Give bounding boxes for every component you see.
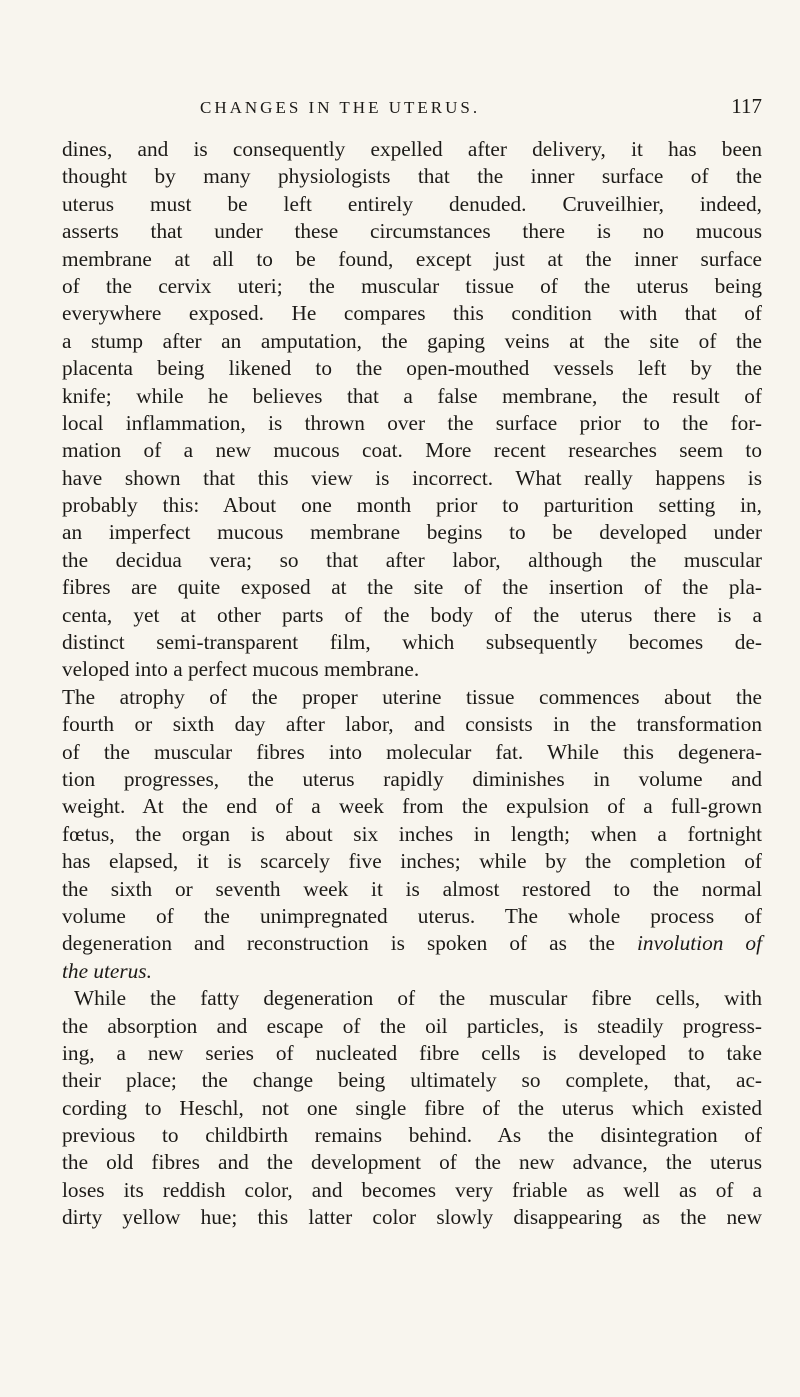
text-line-with-italic xyxy=(62,930,762,957)
page-header xyxy=(62,94,762,124)
italic-term: involution of xyxy=(637,931,762,956)
text-line: of the muscular fibres into molecular fat. While this degenera- xyxy=(62,739,762,764)
text-line: cording to Heschl, not one single fibre of the uterus which existed xyxy=(62,1095,762,1120)
paragraph-end-line xyxy=(62,958,762,985)
text-line: dines, and is consequently expelled after delivery, it has been xyxy=(62,137,762,161)
text-line: fibres are quite exposed at the site of the insertion of the pla- xyxy=(62,575,762,600)
body-text xyxy=(62,136,762,1232)
text-line: volume of the unimpregnated uterus. The whole process of xyxy=(62,903,762,928)
italic-term: the uterus. xyxy=(62,958,152,983)
paragraph-start-line: While the fatty degeneration of the muscular fibre cells, with xyxy=(74,986,762,1011)
running-head: CHANGES IN THE UTERUS. xyxy=(200,98,481,117)
text-line: distinct semi-transparent film, which subsequently becomes de- xyxy=(62,630,762,655)
text-line: the sixth or seventh week it is almost restored to the normal xyxy=(62,876,762,901)
text-line: everywhere exposed. He compares this condition with that of xyxy=(62,301,762,326)
text-line: previous to childbirth remains behind. As the disintegration of xyxy=(62,1123,762,1148)
text-line: centa, yet at other parts of the body of the uterus there is a xyxy=(62,602,762,627)
text-line: an imperfect mucous membrane begins to be developed under xyxy=(62,520,762,545)
text-line: local inflammation, is thrown over the surface prior to the for- xyxy=(62,410,762,435)
text-line: a stump after an amputation, the gaping veins at the site of the xyxy=(62,328,762,353)
text-line: asserts that under these circumstances there is no mucous xyxy=(62,219,762,244)
text-line: tion progresses, the uterus rapidly diminishes in volume and xyxy=(62,766,762,791)
text-line: ing, a new series of nucleated fibre cells is developed to take xyxy=(62,1040,762,1065)
text-line: the absorption and escape of the oil particles, is steadily progress- xyxy=(62,1013,762,1038)
text-line: knife; while he believes that a false membrane, the result of xyxy=(62,383,762,408)
text-line: have shown that this view is incorrect. What really happens is xyxy=(62,465,762,490)
text-line: the decidua vera; so that after labor, although the muscular xyxy=(62,547,762,572)
text-line: of the cervix uteri; the muscular tissue of the uterus being xyxy=(62,273,762,298)
text-line: loses its reddish color, and becomes very friable as well as of a xyxy=(62,1177,762,1202)
text-line: placenta being likened to the open-mouthed vessels left by the xyxy=(62,356,762,381)
text-line: weight. At the end of a week from the expulsion of a full-grown xyxy=(62,794,762,819)
text-line: the old fibres and the development of the new advance, the uterus xyxy=(62,1150,762,1175)
text-line: their place; the change being ultimately so complete, that, ac- xyxy=(62,1068,762,1093)
text-line: thought by many physiologists that the inner surface of the xyxy=(62,164,762,189)
text-line: uterus must be left entirely denuded. Cruveilhier, indeed, xyxy=(62,191,762,216)
paragraph-end-line: veloped into a perfect mucous membrane. xyxy=(62,657,420,682)
text-line: membrane at all to be found, except just at the inner surface xyxy=(62,246,762,271)
text-line: probably this: About one month prior to parturition setting in, xyxy=(62,493,762,518)
text-line: has elapsed, it is scarcely five inches; while by the completion of xyxy=(62,849,762,874)
text-line: dirty yellow hue; this latter color slowly disappearing as the new xyxy=(62,1205,762,1230)
text-line: fourth or sixth day after labor, and consists in the transformation xyxy=(62,712,762,737)
text-line: mation of a new mucous coat. More recent researches seem to xyxy=(62,438,762,463)
text-segment: degeneration and reconstruction is spoken of as the xyxy=(62,931,615,956)
text-line: fœtus, the organ is about six inches in length; when a fortnight xyxy=(62,821,762,846)
paragraph-start-line: The atrophy of the proper uterine tissue commences about the xyxy=(62,684,762,709)
page-number: 117 xyxy=(731,94,762,118)
